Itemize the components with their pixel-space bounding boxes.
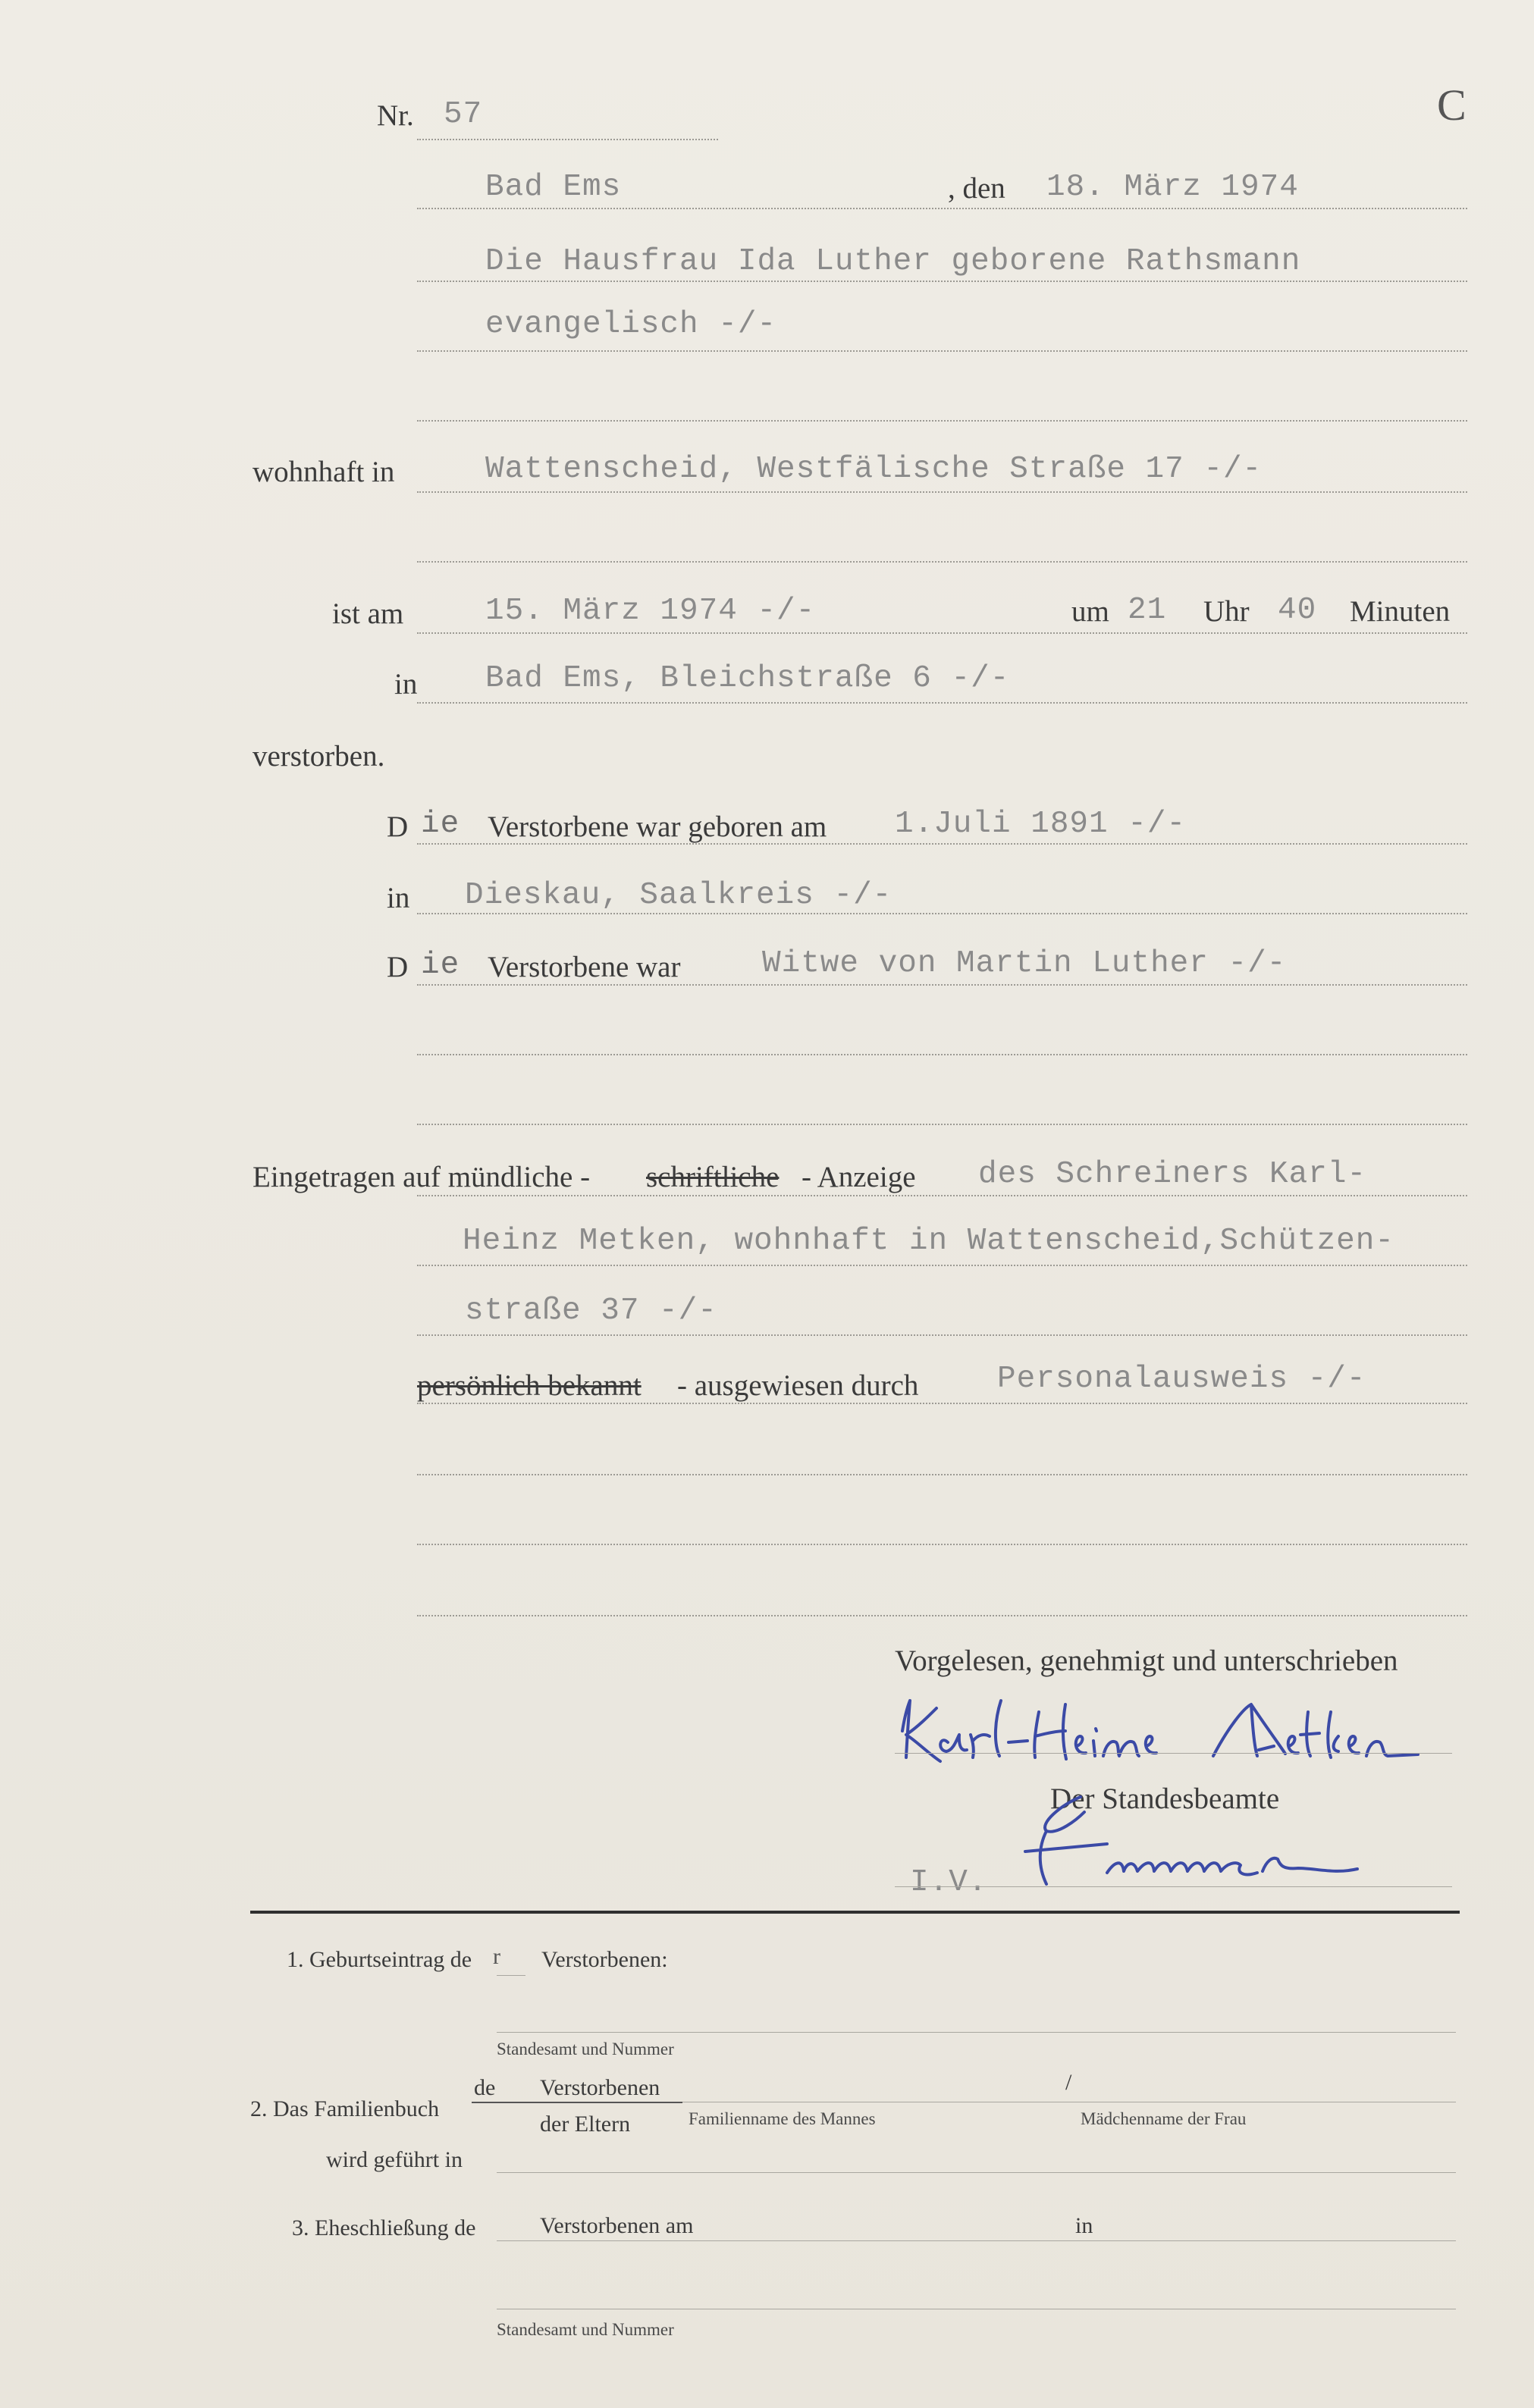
footer-item1-line [497,1975,525,1976]
known-line-2 [417,1474,1467,1475]
den-label: , den [948,172,1005,205]
report-line-3 [417,1334,1467,1336]
status-article-suffix: ie [421,948,460,983]
death-date-line [417,632,1467,634]
footer-item2-wird: wird geführt in [326,2147,463,2172]
footer-item1-label-a: 1. Geburtseintrag de [287,1947,472,1972]
known-line-1 [417,1403,1467,1404]
death-place-line [417,702,1467,704]
footer-separator [250,1911,1460,1914]
footer-item2-verstorbenen: Verstorbenen [540,2075,660,2100]
status-line-2 [417,1054,1467,1055]
residence-line-2 [417,561,1467,563]
known-rest: - ausgewiesen durch [677,1369,919,1402]
report-label-struck: schriftliche [646,1161,780,1193]
footer-item2-eltern: der Eltern [540,2112,631,2137]
informant-signature-stroke-2 [1213,1704,1418,1757]
footer-item1-entry-line [497,2032,1456,2033]
birth-d-prefix: D [387,811,409,843]
footer-item1-fill: r [493,1944,500,1969]
residence-label: wohnhaft in [253,456,395,488]
report-informant-line-1: des Schreiners Karl- [978,1157,1367,1192]
report-line-1 [417,1195,1467,1196]
birth-label: Verstorbene war geboren am [488,811,827,843]
death-minutes: 40 [1278,593,1317,628]
footer-item2-slash: / [1065,2070,1072,2095]
person-line-3 [417,420,1467,422]
birth-place-line [417,913,1467,914]
report-line-2 [417,1265,1467,1266]
status-d-prefix: D [387,951,409,983]
minuten-label: Minuten [1350,595,1451,628]
report-informant-line-3: straße 37 -/- [465,1293,717,1328]
footer-standesamt-nummer-2: Standesamt und Nummer [497,2320,674,2339]
informant-signature [895,1689,1426,1773]
report-label-b: - Anzeige [802,1161,916,1193]
report-informant-line-2: Heinz Metken, wohnhaft in Wattenscheid,Schützen- [463,1224,1394,1259]
birth-date: 1.Juli 1891 -/- [895,807,1187,842]
registrar-signature-stroke [1025,1797,1357,1884]
deceased-name: Die Hausfrau Ida Luther geborene Rathsmann [485,244,1301,279]
registrar-signature-line [895,1886,1452,1887]
corner-letter: C [1437,80,1467,130]
um-label: um [1071,595,1109,628]
read-approved-label: Vorgelesen, genehmigt und unterschrieben [895,1645,1398,1677]
known-line-3 [417,1544,1467,1545]
report-label-a: Eingetragen auf mündliche - [253,1161,591,1193]
status-label: Verstorbene war [488,951,681,983]
verstorben-label: verstorben. [253,740,385,773]
registrar-label: Der Standesbeamte [1050,1782,1280,1815]
birth-date-line [417,843,1467,845]
footer-item2-place-line [497,2172,1456,2173]
nr-line [417,139,718,140]
footer-item2-fraction-line [472,2102,682,2103]
death-hour: 21 [1128,593,1167,628]
id-document: Personalausweis -/- [997,1362,1366,1397]
residence-line-1 [417,491,1467,493]
deceased-religion: evangelisch -/- [485,307,777,342]
death-date: 15. März 1974 -/- [485,594,816,629]
birth-article-suffix: ie [421,807,460,842]
registry-date: 18. März 1974 [1046,170,1299,205]
footer-item2-de: de [474,2075,496,2100]
place-date-line [417,208,1467,209]
footer-maedchenname: Mädchenname der Frau [1081,2109,1247,2128]
footer-standesamt-nummer-1: Standesamt und Nummer [497,2040,674,2058]
footer-item3-line [497,2240,1456,2241]
person-line-2 [417,350,1467,352]
footer-item3-in: in [1075,2213,1093,2238]
known-struck: persönlich bekannt [417,1369,642,1402]
death-place: Bad Ems, Bleichstraße 6 -/- [485,661,1010,696]
known-line-4 [417,1615,1467,1616]
birth-place-label: in [387,882,410,914]
registrar-signature [1016,1789,1372,1895]
footer-familienname: Familienname des Mannes [689,2109,876,2128]
footer-item3-label: 3. Eheschließung de [292,2215,476,2240]
person-line-1 [417,281,1467,282]
footer-item2-label: 2. Das Familienbuch [250,2096,440,2121]
footer-item1-label-b: Verstorbenen: [541,1947,668,1972]
registry-place: Bad Ems [485,170,622,205]
status-line-3 [417,1124,1467,1125]
death-date-label: ist am [332,597,404,630]
nr-label: Nr. [377,99,414,132]
informant-signature-stroke [902,1701,1156,1761]
registrar-iv: I.V. [910,1865,988,1900]
nr-value: 57 [444,97,483,132]
status-value: Witwe von Martin Luther -/- [762,946,1287,981]
footer-item3-fill: Verstorbenen am [540,2213,694,2238]
uhr-label: Uhr [1203,595,1250,628]
residence-value: Wattenscheid, Westfälische Straße 17 -/- [485,452,1263,487]
status-line-1 [417,984,1467,986]
death-place-label: in [394,668,418,701]
informant-signature-line [895,1753,1452,1754]
birth-place: Dieskau, Saalkreis -/- [465,878,892,913]
